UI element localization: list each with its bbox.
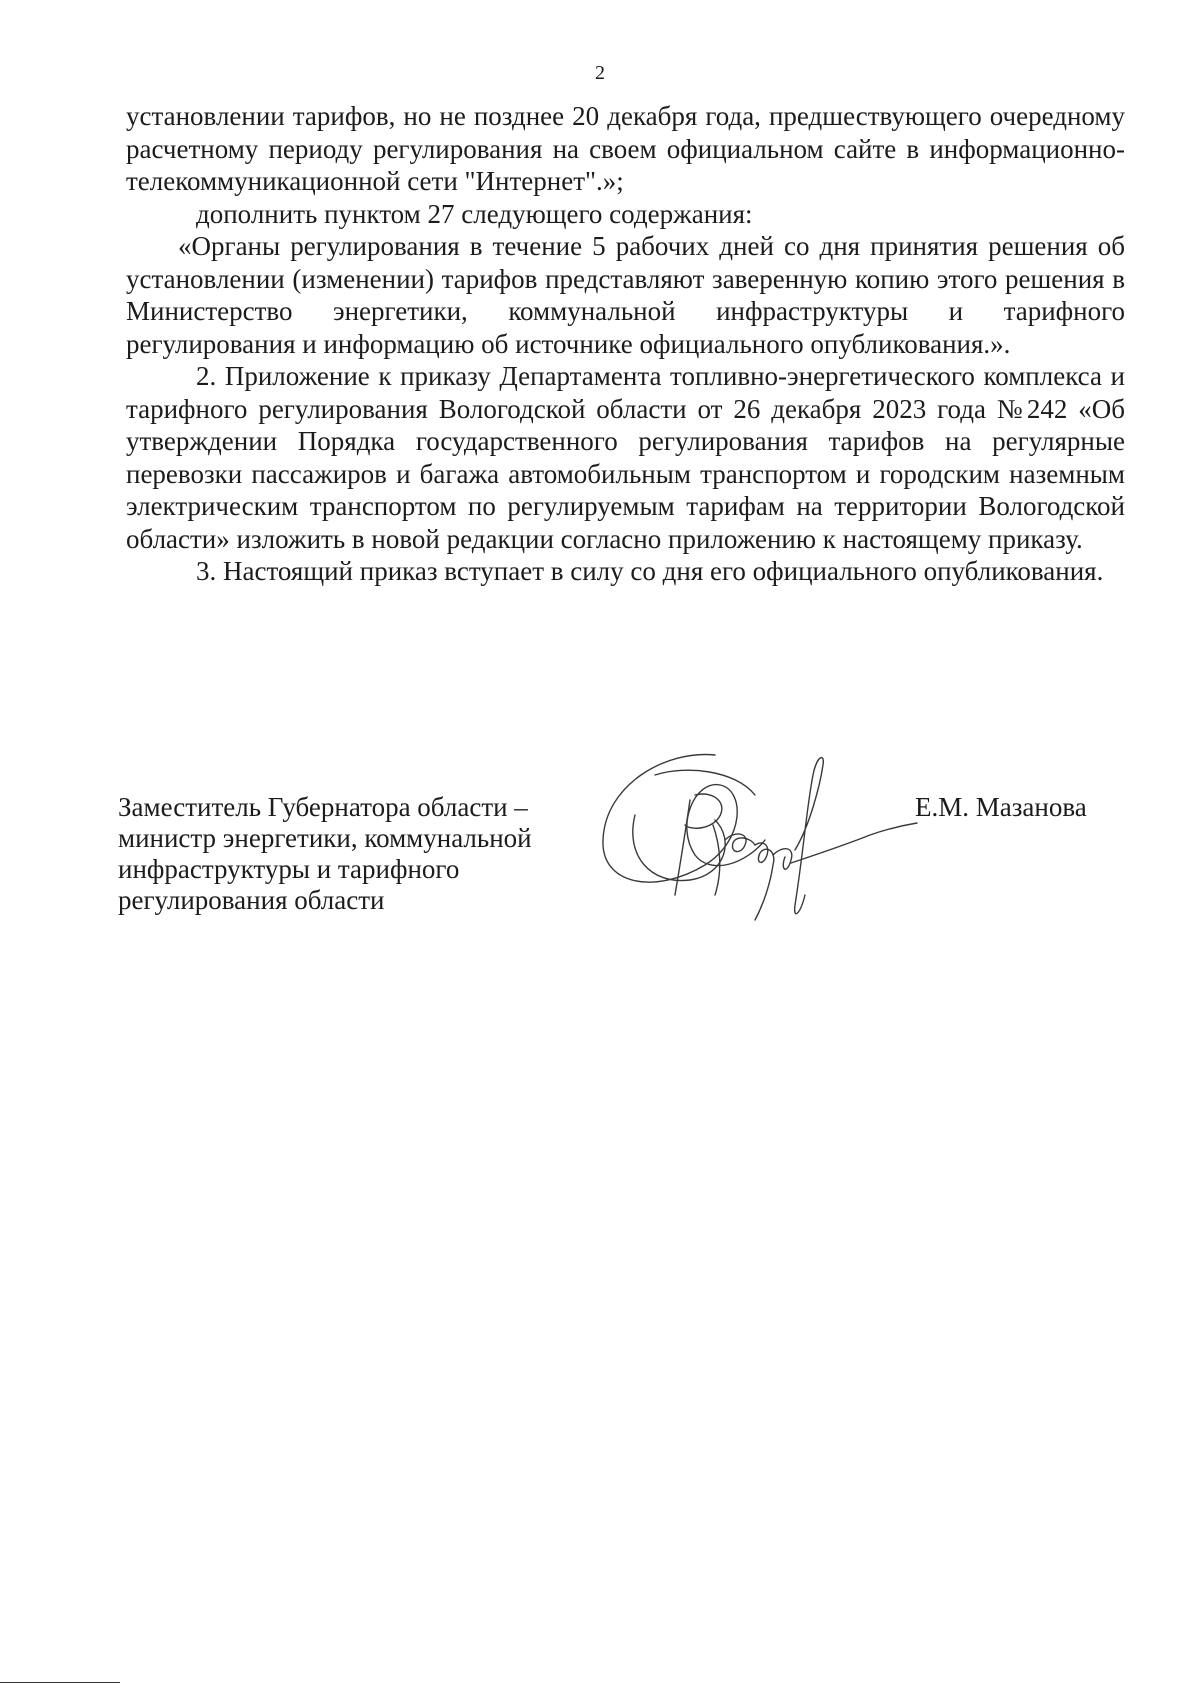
page-number: 2 bbox=[595, 62, 605, 84]
footer-rule bbox=[0, 1682, 120, 1683]
signatory-title-line: Заместитель Губернатора области – bbox=[118, 792, 528, 822]
handwritten-signature bbox=[595, 745, 925, 935]
paragraph-continuation: установлении тарифов, но не позднее 20 декабря года, предшествующего очередному расчетному периоду регулирования на своем официальном сайте в информационно-телекоммуникационной сети "Интернет".»; bbox=[126, 101, 1125, 196]
document-body bbox=[126, 100, 1125, 588]
signatory-name: Е.М. Мазанова bbox=[915, 792, 1087, 822]
signatory-title-line: регулирования области bbox=[118, 885, 385, 915]
signatory-title bbox=[118, 792, 578, 916]
paragraph-item-3: 3. Настоящий приказ вступает в силу со дня его официального опубликования. bbox=[196, 556, 1104, 586]
paragraph-item-2: 2. Приложение к приказу Департамента топливно-энергетического комплекса и тарифного регулирования Вологодской области от 26 декабря 2023 года №242 «Об утверждении Порядка государственного регулирования тарифов на регулярные перевозки пассажиров и багажа автомобильным транспортом и городским наземным электрическим транспортом по регулируемым тарифам на территории Вологодской области» изложить в новой редакции согласно приложению к настоящему приказу. bbox=[126, 361, 1125, 554]
signatory-title-line: инфраструктуры и тарифного bbox=[118, 854, 460, 884]
paragraph-amendment-intro: дополнить пунктом 27 следующего содержания: bbox=[196, 198, 753, 229]
signatory-title-line: министр энергетики, коммунальной bbox=[118, 823, 532, 853]
paragraph-amendment-text: «Органы регулирования в течение 5 рабочих дней со дня принятия решения об установлении (изменении) тарифов представляют заверенную копию этого решения в Министерство энергетики, коммунальной инфраструктуры и тарифного регулирования и информацию об источнике официального опубликования.». bbox=[126, 231, 1125, 359]
